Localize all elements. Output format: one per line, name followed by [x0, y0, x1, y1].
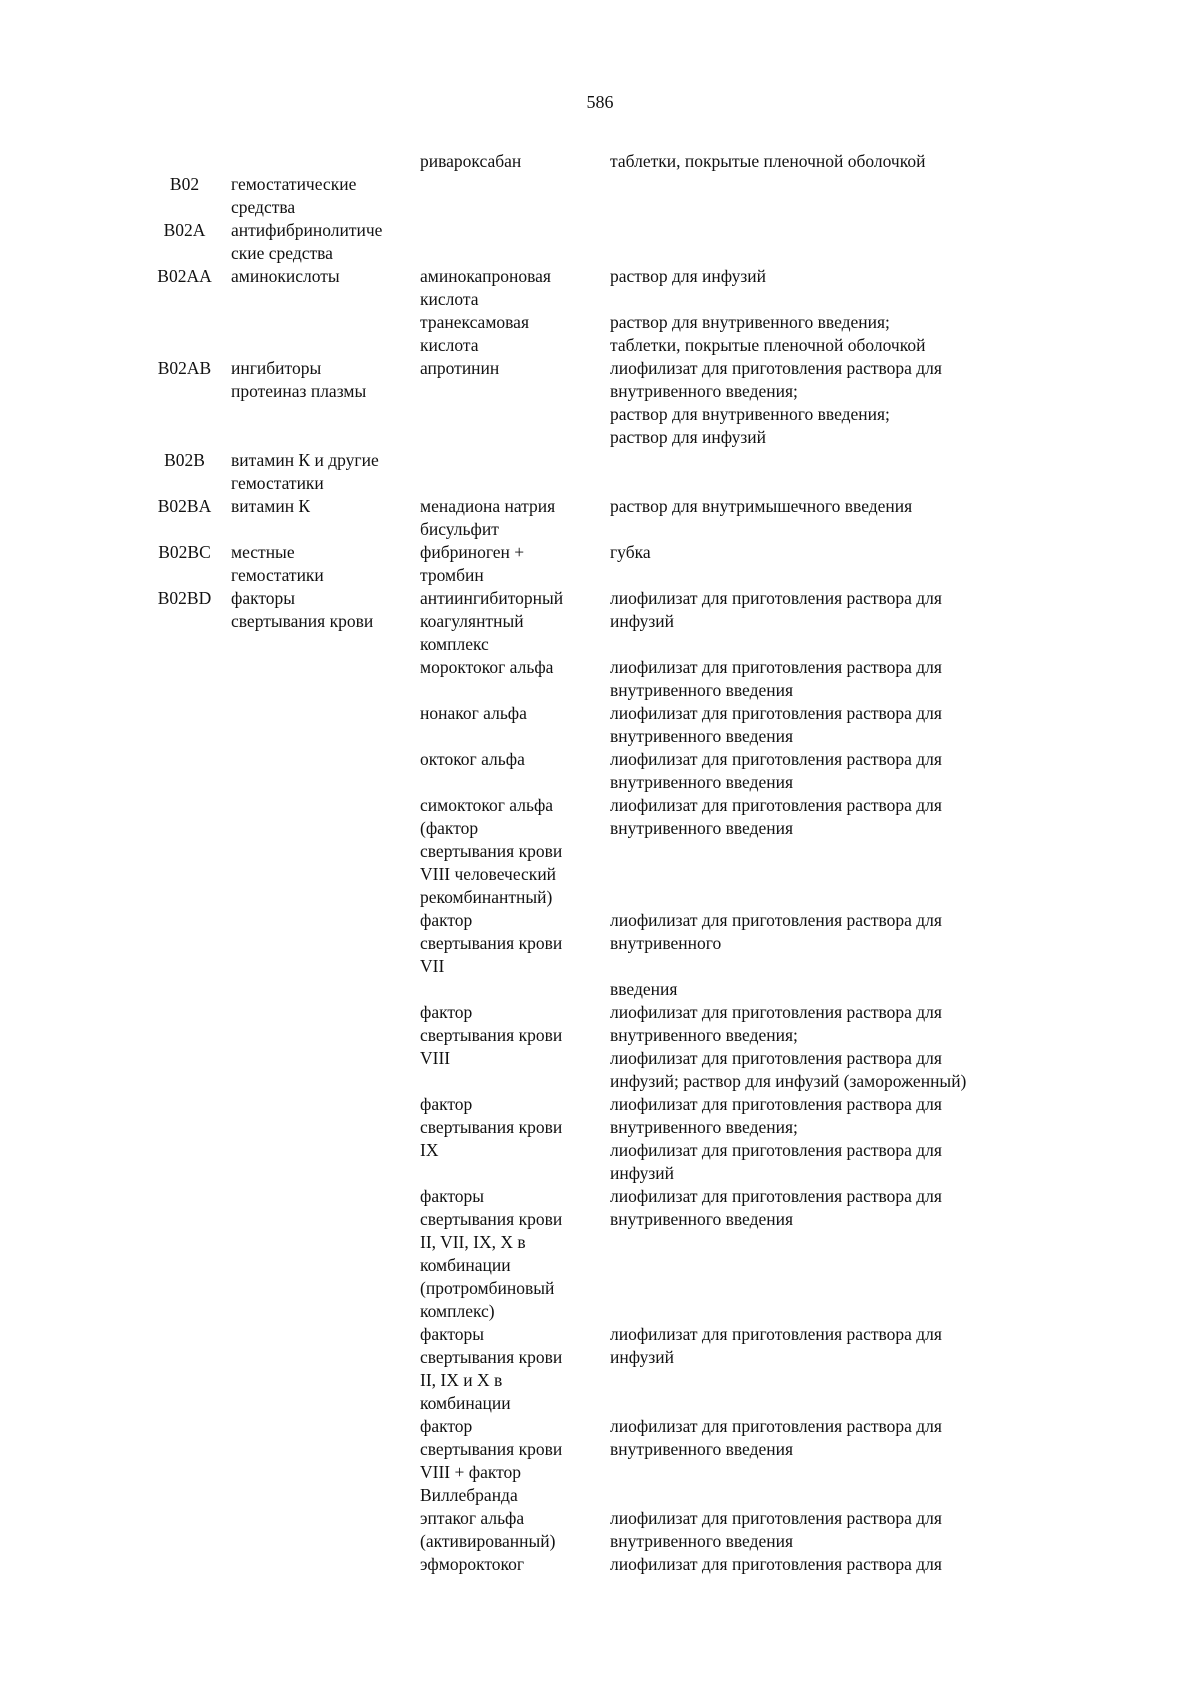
drug-name: менадиона натрия бисульфит [420, 496, 556, 539]
drug-name: апротинин [420, 358, 500, 378]
dosage-form: лиофилизат для приготовления раствора для внутривенного введения [610, 749, 942, 792]
table-row [146, 587, 1066, 656]
pharmacological-group: витамин К [231, 496, 311, 516]
drug-name: октоког альфа [420, 749, 525, 769]
table-row [146, 909, 1066, 1001]
pharmacological-group: местные гемостатики [231, 542, 324, 585]
table-row [146, 1323, 1066, 1415]
dosage-form: раствор для инфузий [610, 266, 767, 286]
dosage-form: лиофилизат для приготовления раствора для внутривенного введения [610, 1416, 942, 1459]
table-row [146, 357, 1066, 449]
drug-name: фактор свертывания крови VII [420, 910, 563, 976]
table-row [146, 1507, 1066, 1553]
drug-name: факторы свертывания крови II, IX и X в комбинации [420, 1324, 563, 1413]
atc-code: B02AA [157, 266, 212, 286]
table-row [146, 265, 1066, 311]
atc-code: B02A [163, 220, 206, 240]
drug-table [146, 150, 1066, 1576]
dosage-form: лиофилизат для приготовления раствора для внутривенного введения; лиофилизат для приготовления раствора для инфузий [610, 1094, 942, 1183]
table-row [146, 748, 1066, 794]
dosage-form: лиофилизат для приготовления раствора для [610, 1554, 942, 1574]
drug-name: фактор свертывания крови IX [420, 1094, 563, 1160]
drug-name: антиингибиторный коагулянтный комплекс [420, 588, 564, 654]
dosage-form: губка [610, 542, 651, 562]
atc-code: B02B [164, 450, 205, 470]
table-row [146, 173, 1066, 219]
dosage-form: лиофилизат для приготовления раствора для внутривенного введения [610, 657, 942, 700]
page-number: 586 [586, 92, 614, 112]
pharmacological-group: антифибринолитиче ские средства [231, 220, 383, 263]
drug-name: фактор свертывания крови VIII + фактор Виллебранда [420, 1416, 563, 1505]
dosage-form: раствор для внутривенного введения; таблетки, покрытые пленочной оболочкой [610, 312, 926, 355]
atc-code: B02AB [157, 358, 212, 378]
table-row [146, 541, 1066, 587]
table-row [146, 495, 1066, 541]
atc-code: B02BD [157, 588, 212, 608]
table-row [146, 1185, 1066, 1323]
table-row [146, 150, 1066, 173]
dosage-form: лиофилизат для приготовления раствора для инфузий [610, 1324, 942, 1367]
dosage-form: лиофилизат для приготовления раствора для внутривенного введения [610, 703, 942, 746]
pharmacological-group: факторы свертывания крови [231, 588, 374, 631]
atc-code: B02BC [158, 542, 211, 562]
drug-name: эфмороктоког [420, 1554, 525, 1574]
dosage-form: раствор для внутримышечного введения [610, 496, 913, 516]
drug-name: транексамовая кислота [420, 312, 529, 355]
table-row [146, 311, 1066, 357]
table-row [146, 219, 1066, 265]
dosage-form: лиофилизат для приготовления раствора для инфузий [610, 588, 942, 631]
pharmacological-group: гемостатические средства [231, 174, 357, 217]
table-row [146, 1093, 1066, 1185]
drug-name: факторы свертывания крови II, VII, IX, X в комбинации (протромбиновый комплекс) [420, 1186, 563, 1321]
table-row [146, 794, 1066, 909]
pharmacological-group: аминокислоты [231, 266, 340, 286]
drug-name: эптаког альфа (активированный) [420, 1508, 556, 1551]
table-row [146, 1001, 1066, 1093]
atc-code: B02BA [157, 496, 212, 516]
atc-code: B02 [169, 174, 200, 194]
pharmacological-group: витамин К и другие гемостатики [231, 450, 379, 493]
drug-name: нонаког альфа [420, 703, 527, 723]
drug-name: ривароксабан [420, 151, 522, 171]
dosage-form: лиофилизат для приготовления раствора для внутривенного введения [610, 1186, 942, 1229]
dosage-form: лиофилизат для приготовления раствора для внутривенного введения; лиофилизат для приготовления раствора для инфузий; раствор для инфузий (замороженный) [610, 1002, 967, 1091]
drug-name: симоктоког альфа (фактор свертывания крови VIII человеческий рекомбинантный) [420, 795, 563, 907]
dosage-form: таблетки, покрытые пленочной оболочкой [610, 151, 926, 171]
drug-name: фактор свертывания крови VIII [420, 1002, 563, 1068]
pharmacological-group: ингибиторы протеиназ плазмы [231, 358, 367, 401]
drug-name: аминокапроновая кислота [420, 266, 551, 309]
table-row [146, 702, 1066, 748]
drug-name: фибриноген + тромбин [420, 542, 525, 585]
table-row [146, 1415, 1066, 1507]
dosage-form: лиофилизат для приготовления раствора для внутривенного введения [610, 910, 942, 999]
table-row [146, 656, 1066, 702]
dosage-form: лиофилизат для приготовления раствора для внутривенного введения [610, 795, 942, 838]
drug-name: мороктоког альфа [420, 657, 554, 677]
table-row [146, 449, 1066, 495]
dosage-form: лиофилизат для приготовления раствора для внутривенного введения; раствор для внутривенного введения; раствор для инфузий [610, 358, 942, 447]
dosage-form: лиофилизат для приготовления раствора для внутривенного введения [610, 1508, 942, 1551]
table-row [146, 1553, 1066, 1576]
